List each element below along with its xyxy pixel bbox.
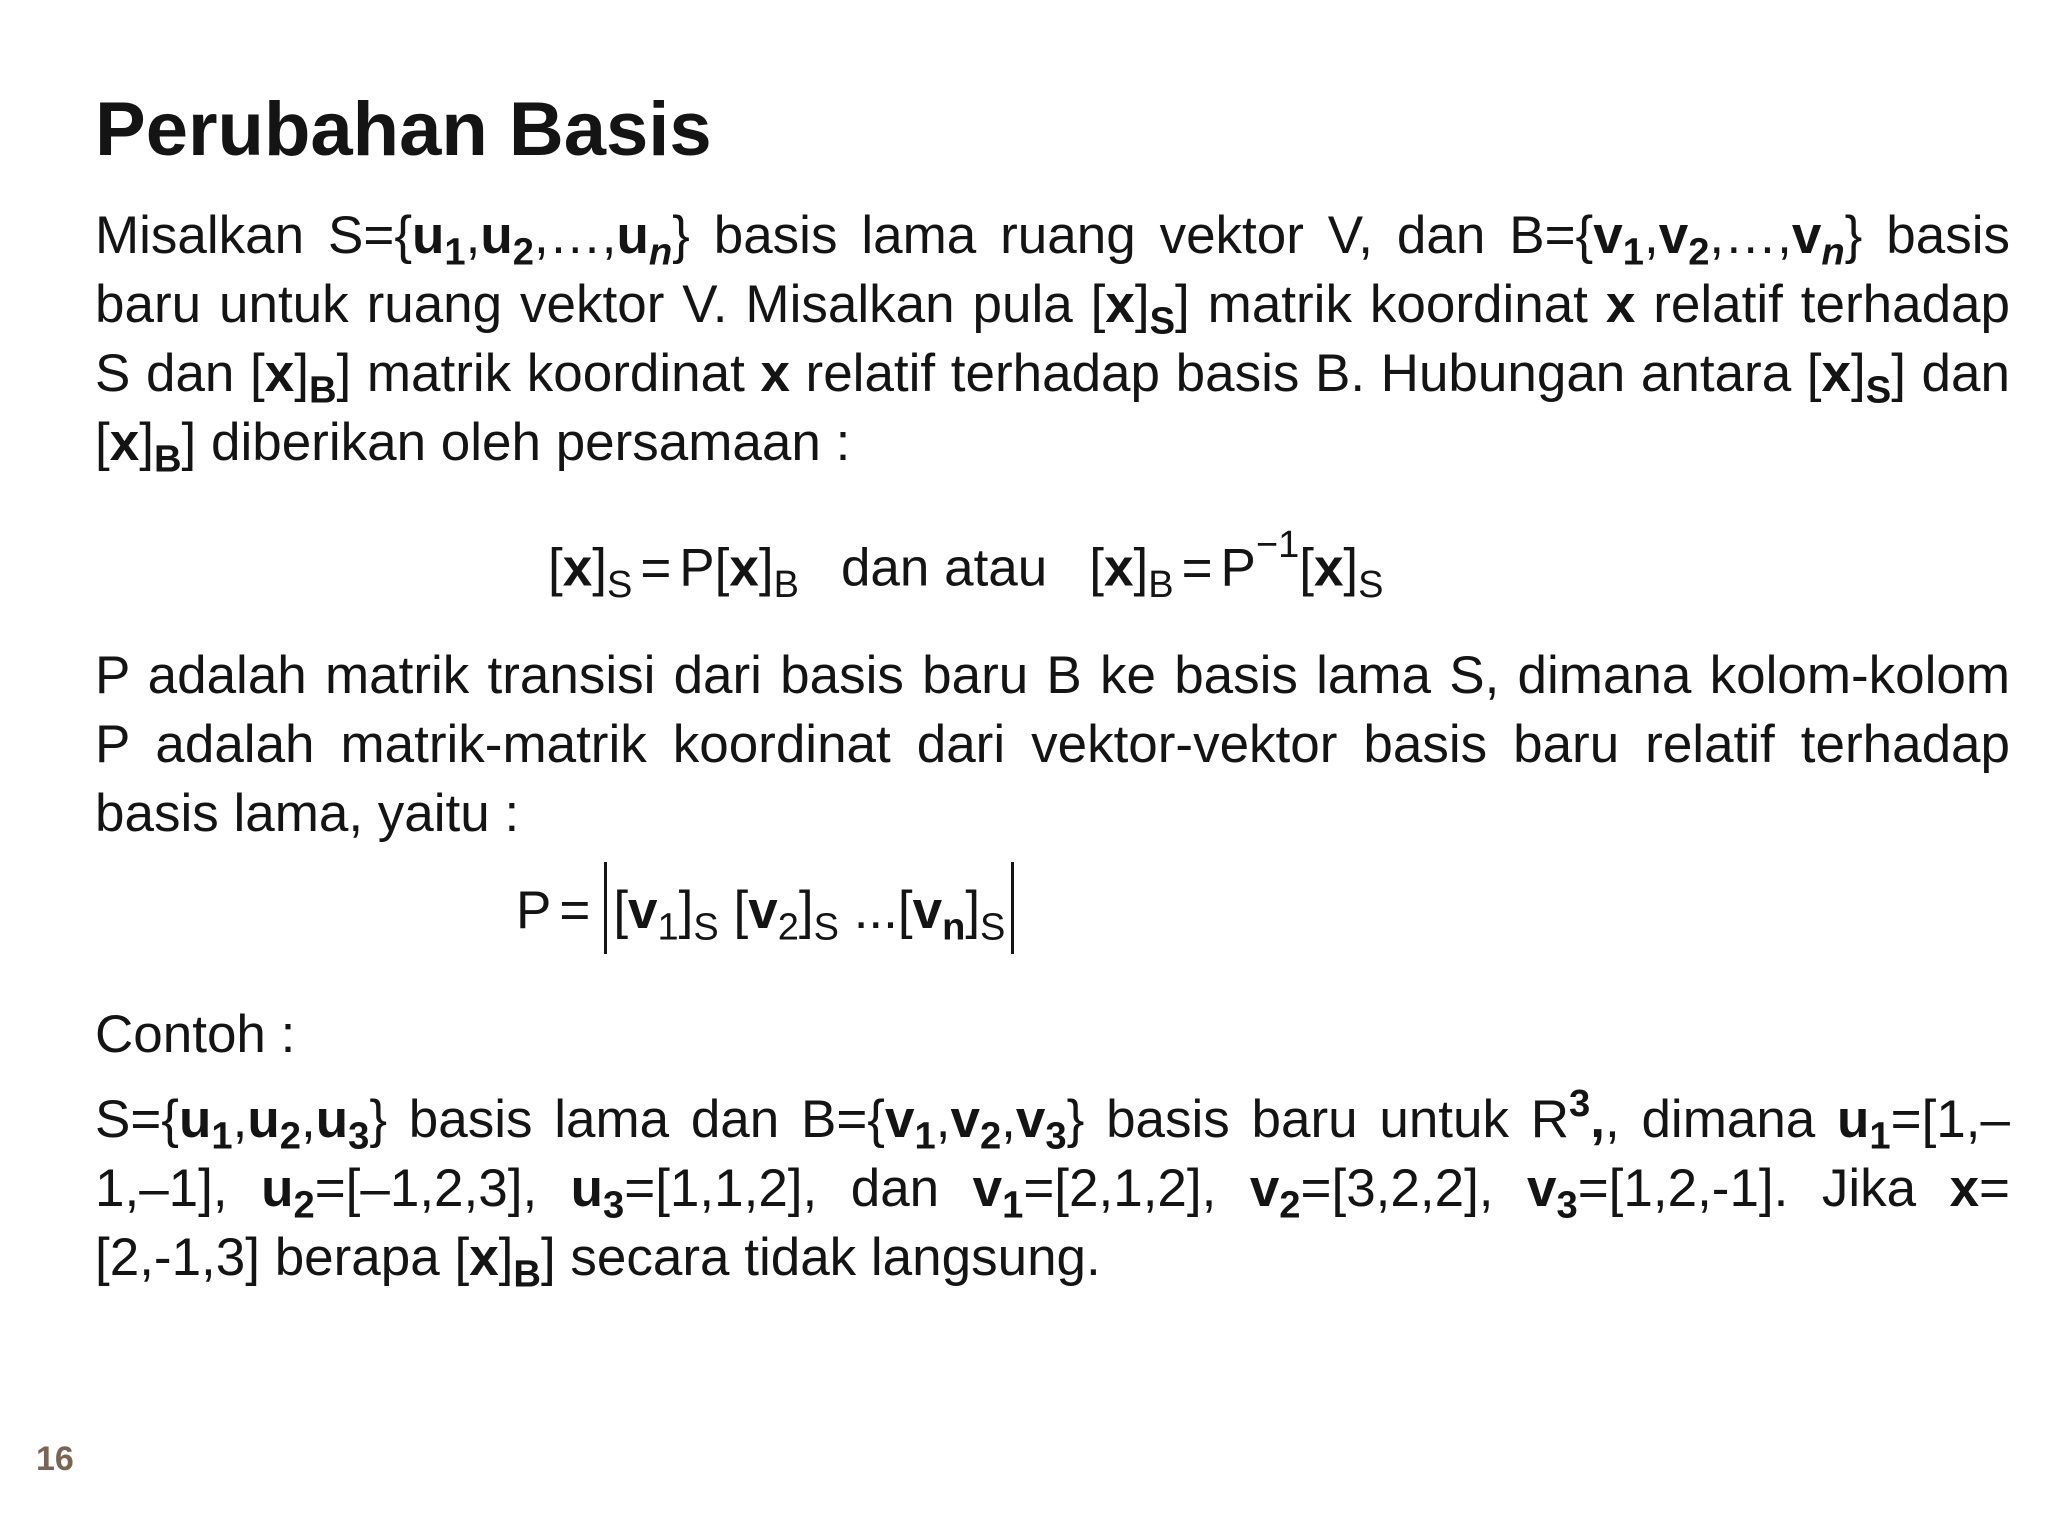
- slide-title: Perubahan Basis: [95, 87, 712, 172]
- paragraph-definition: Misalkan $S=\{u_1,u_2,\dots,u_n\}$ basis lama ruang vektor V, dan $B=\{v_1,v_2,\dots,v_n\}$ basis baru untuk ruang vektor V. Misalkan pula $[x]_S$] matrik koordinat x relatif terhadap S dan $[x]_B$] matrik koordinat x relatif terhadap basis B. Hubungan antara $[x]_S$] dan $[x]_B$] diberikan oleh persamaan :: [95, 206, 2010, 481]
- paragraph-transition-matrix: P adalah matrik transisi dari basis baru B ke basis lama S, dimana kolom-kolom P adalah matrik-matrik koordinat dari vektor-vektor basis baru relatif terhadap basis lama, yaitu :: [95, 646, 2010, 843]
- page-number: 16: [36, 1440, 74, 1478]
- equation-transition: $[x]_S = P[x]_B$ dan atau $[x]_B = P^{-1}[x]_S$: [548, 524, 1384, 606]
- example-heading: Contoh :: [95, 1005, 296, 1064]
- paragraph-example: $S=\{u_1,u_2,u_3\}$ basis lama dan $B=\{v_1,v_2,v_3\}$ basis baru untuk $R^3$,, dimana $u_1=[1,-1,-1]$, $u_2=[-1,2,3]$, $u_3=[1,1,2]$, dan $v_1=[2,1,2]$, $v_2=[3,2,2]$, $v_3=[1,2,-1]$. Jika x=[2,-1,3] berapa $[x]_B$] secara tidak langsung.: [95, 1082, 2010, 1296]
- equation-matrix-p: $P = [v_1]_S$ $[v_2]_S$ $...[v_n]_S$: [516, 862, 1020, 954]
